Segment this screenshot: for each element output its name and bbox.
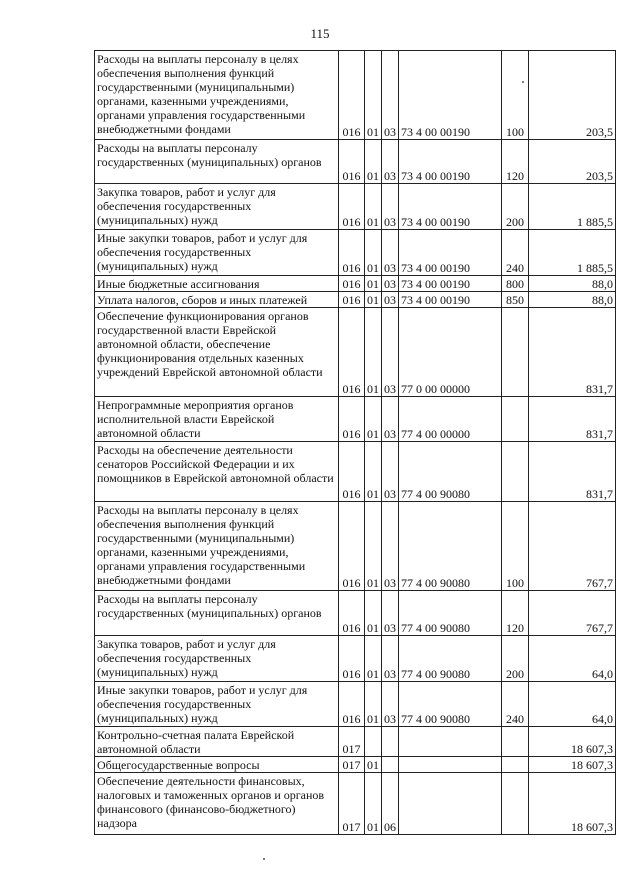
subsection-code-cell xyxy=(382,727,399,757)
table-row xyxy=(95,308,616,397)
ved-code-cell: 016 xyxy=(339,682,365,727)
section-code-cell: 01 xyxy=(365,397,382,442)
ved-code-cell: 016 xyxy=(339,502,365,591)
expense-type-cell: 100 xyxy=(502,502,529,591)
amount-cell: 88,0 xyxy=(529,276,616,292)
ved-code-cell: 016 xyxy=(339,140,365,184)
table-row xyxy=(95,591,616,636)
expense-type-cell: 200 xyxy=(502,636,529,682)
target-article-cell: 73 4 00 00190 xyxy=(399,51,502,140)
target-article-cell xyxy=(399,727,502,757)
subsection-code-cell: 03 xyxy=(382,308,399,397)
section-code-cell: 01 xyxy=(365,757,382,773)
subsection-code-cell: 03 xyxy=(382,292,399,308)
ved-code-cell: 016 xyxy=(339,397,365,442)
item-name-cell: Расходы на обеспечение деятельности сенаторов Российской Федерации и их помощников в Еврейской автономной области xyxy=(95,442,339,502)
expense-type-cell: 200 xyxy=(502,184,529,230)
table-row xyxy=(95,442,616,502)
amount-cell: 831,7 xyxy=(529,308,616,397)
expense-type-cell: 120 xyxy=(502,591,529,636)
amount-cell: 1 885,5 xyxy=(529,184,616,230)
ved-code-cell: 017 xyxy=(339,727,365,757)
ved-code-cell: 016 xyxy=(339,591,365,636)
amount-cell: 88,0 xyxy=(529,292,616,308)
item-name-cell: Иные бюджетные ассигнования xyxy=(95,276,339,292)
amount-cell: 767,7 xyxy=(529,591,616,636)
section-code-cell: 01 xyxy=(365,591,382,636)
table-row xyxy=(95,757,616,773)
table-row xyxy=(95,727,616,757)
item-name-cell: Обеспечение функционирования органов государственной власти Еврейской автономной области, обеспечение функционирования отдельных казенных учреждений Еврейской автономной области xyxy=(95,308,339,397)
amount-cell: 831,7 xyxy=(529,442,616,502)
expense-type-cell: 100 xyxy=(502,51,529,140)
section-code-cell: 01 xyxy=(365,51,382,140)
table-row xyxy=(95,276,616,292)
ved-code-cell: 016 xyxy=(339,230,365,276)
amount-cell: 1 885,5 xyxy=(529,230,616,276)
ved-code-cell: 016 xyxy=(339,51,365,140)
target-article-cell: 77 0 00 00000 xyxy=(399,308,502,397)
target-article-cell: 73 4 00 00190 xyxy=(399,230,502,276)
target-article-cell: 77 4 00 90080 xyxy=(399,502,502,591)
table-row xyxy=(95,636,616,682)
table-row xyxy=(95,184,616,230)
section-code-cell: 01 xyxy=(365,442,382,502)
subsection-code-cell: 03 xyxy=(382,442,399,502)
expense-type-cell xyxy=(502,442,529,502)
table-row xyxy=(95,682,616,727)
section-code-cell: 01 xyxy=(365,308,382,397)
table-row xyxy=(95,292,616,308)
expense-type-cell xyxy=(502,757,529,773)
subsection-code-cell: 03 xyxy=(382,397,399,442)
subsection-code-cell: 03 xyxy=(382,51,399,140)
subsection-code-cell: 06 xyxy=(382,773,399,835)
item-name-cell: Иные закупки товаров, работ и услуг для обеспечения государственных (муниципальных) нужд xyxy=(95,230,339,276)
scan-speck xyxy=(522,81,524,83)
ved-code-cell: 016 xyxy=(339,184,365,230)
expense-type-cell xyxy=(502,308,529,397)
target-article-cell: 73 4 00 00190 xyxy=(399,292,502,308)
item-name-cell: Закупка товаров, работ и услуг для обеспечения государственных (муниципальных) нужд xyxy=(95,184,339,230)
page-number: 115 xyxy=(310,26,330,41)
section-code-cell: 01 xyxy=(365,276,382,292)
expense-type-cell xyxy=(502,727,529,757)
item-name-cell: Уплата налогов, сборов и иных платежей xyxy=(95,292,339,308)
ved-code-cell: 017 xyxy=(339,773,365,835)
ved-code-cell: 016 xyxy=(339,292,365,308)
section-code-cell xyxy=(365,727,382,757)
item-name-cell: Общегосударственные вопросы xyxy=(95,757,339,773)
ved-code-cell: 016 xyxy=(339,276,365,292)
section-code-cell: 01 xyxy=(365,773,382,835)
ved-code-cell: 016 xyxy=(339,442,365,502)
item-name-cell: Обеспечение деятельности финансовых, налоговых и таможенных органов и органов финансового (финансово-бюджетного) надзора xyxy=(95,773,339,835)
section-code-cell: 01 xyxy=(365,230,382,276)
subsection-code-cell: 03 xyxy=(382,502,399,591)
amount-cell: 18 607,3 xyxy=(529,773,616,835)
item-name-cell: Расходы на выплаты персоналу государственных (муниципальных) органов xyxy=(95,140,339,184)
section-code-cell: 01 xyxy=(365,502,382,591)
target-article-cell xyxy=(399,773,502,835)
item-name-cell: Закупка товаров, работ и услуг для обеспечения государственных (муниципальных) нужд xyxy=(95,636,339,682)
table-row xyxy=(95,51,616,140)
table-row xyxy=(95,140,616,184)
item-name-cell: Расходы на выплаты персоналу государственных (муниципальных) органов xyxy=(95,591,339,636)
budget-table xyxy=(94,50,616,835)
subsection-code-cell: 03 xyxy=(382,230,399,276)
item-name-cell: Иные закупки товаров, работ и услуг для обеспечения государственных (муниципальных) нужд xyxy=(95,682,339,727)
expense-type-cell: 240 xyxy=(502,682,529,727)
table-row xyxy=(95,397,616,442)
amount-cell: 18 607,3 xyxy=(529,727,616,757)
subsection-code-cell: 03 xyxy=(382,682,399,727)
target-article-cell: 77 4 00 90080 xyxy=(399,591,502,636)
amount-cell: 831,7 xyxy=(529,397,616,442)
amount-cell: 203,5 xyxy=(529,51,616,140)
ved-code-cell: 017 xyxy=(339,757,365,773)
target-article-cell: 77 4 00 90080 xyxy=(399,442,502,502)
ved-code-cell: 016 xyxy=(339,636,365,682)
item-name-cell: Непрограммные мероприятия органов исполнительной власти Еврейской автономной области xyxy=(95,397,339,442)
amount-cell: 203,5 xyxy=(529,140,616,184)
subsection-code-cell: 03 xyxy=(382,591,399,636)
ved-code-cell: 016 xyxy=(339,308,365,397)
subsection-code-cell: 03 xyxy=(382,184,399,230)
subsection-code-cell: 03 xyxy=(382,276,399,292)
item-name-cell: Расходы на выплаты персоналу в целях обеспечения выполнения функций государственными (муниципальными) органами, казенными учреждениями, органами управления государственными внебюджетными фондами xyxy=(95,51,339,140)
target-article-cell: 73 4 00 00190 xyxy=(399,184,502,230)
section-code-cell: 01 xyxy=(365,184,382,230)
target-article-cell: 77 4 00 90080 xyxy=(399,682,502,727)
scan-speck xyxy=(263,858,265,860)
section-code-cell: 01 xyxy=(365,682,382,727)
table-row xyxy=(95,230,616,276)
expense-type-cell: 120 xyxy=(502,140,529,184)
table-row xyxy=(95,502,616,591)
target-article-cell: 77 4 00 00000 xyxy=(399,397,502,442)
expense-type-cell: 240 xyxy=(502,230,529,276)
target-article-cell xyxy=(399,757,502,773)
target-article-cell: 73 4 00 00190 xyxy=(399,276,502,292)
table-row xyxy=(95,773,616,835)
expense-type-cell: 850 xyxy=(502,292,529,308)
item-name-cell: Контрольно-счетная палата Еврейской автономной области xyxy=(95,727,339,757)
amount-cell: 18 607,3 xyxy=(529,757,616,773)
section-code-cell: 01 xyxy=(365,636,382,682)
subsection-code-cell xyxy=(382,757,399,773)
section-code-cell: 01 xyxy=(365,292,382,308)
target-article-cell: 73 4 00 00190 xyxy=(399,140,502,184)
subsection-code-cell: 03 xyxy=(382,636,399,682)
subsection-code-cell: 03 xyxy=(382,140,399,184)
target-article-cell: 77 4 00 90080 xyxy=(399,636,502,682)
amount-cell: 64,0 xyxy=(529,682,616,727)
section-code-cell: 01 xyxy=(365,140,382,184)
amount-cell: 64,0 xyxy=(529,636,616,682)
amount-cell: 767,7 xyxy=(529,502,616,591)
expense-type-cell xyxy=(502,397,529,442)
expense-type-cell: 800 xyxy=(502,276,529,292)
item-name-cell: Расходы на выплаты персоналу в целях обеспечения выполнения функций государственными (муниципальными) органами, казенными учреждениями, органами управления государственными внебюджетными фондами xyxy=(95,502,339,591)
expense-type-cell xyxy=(502,773,529,835)
